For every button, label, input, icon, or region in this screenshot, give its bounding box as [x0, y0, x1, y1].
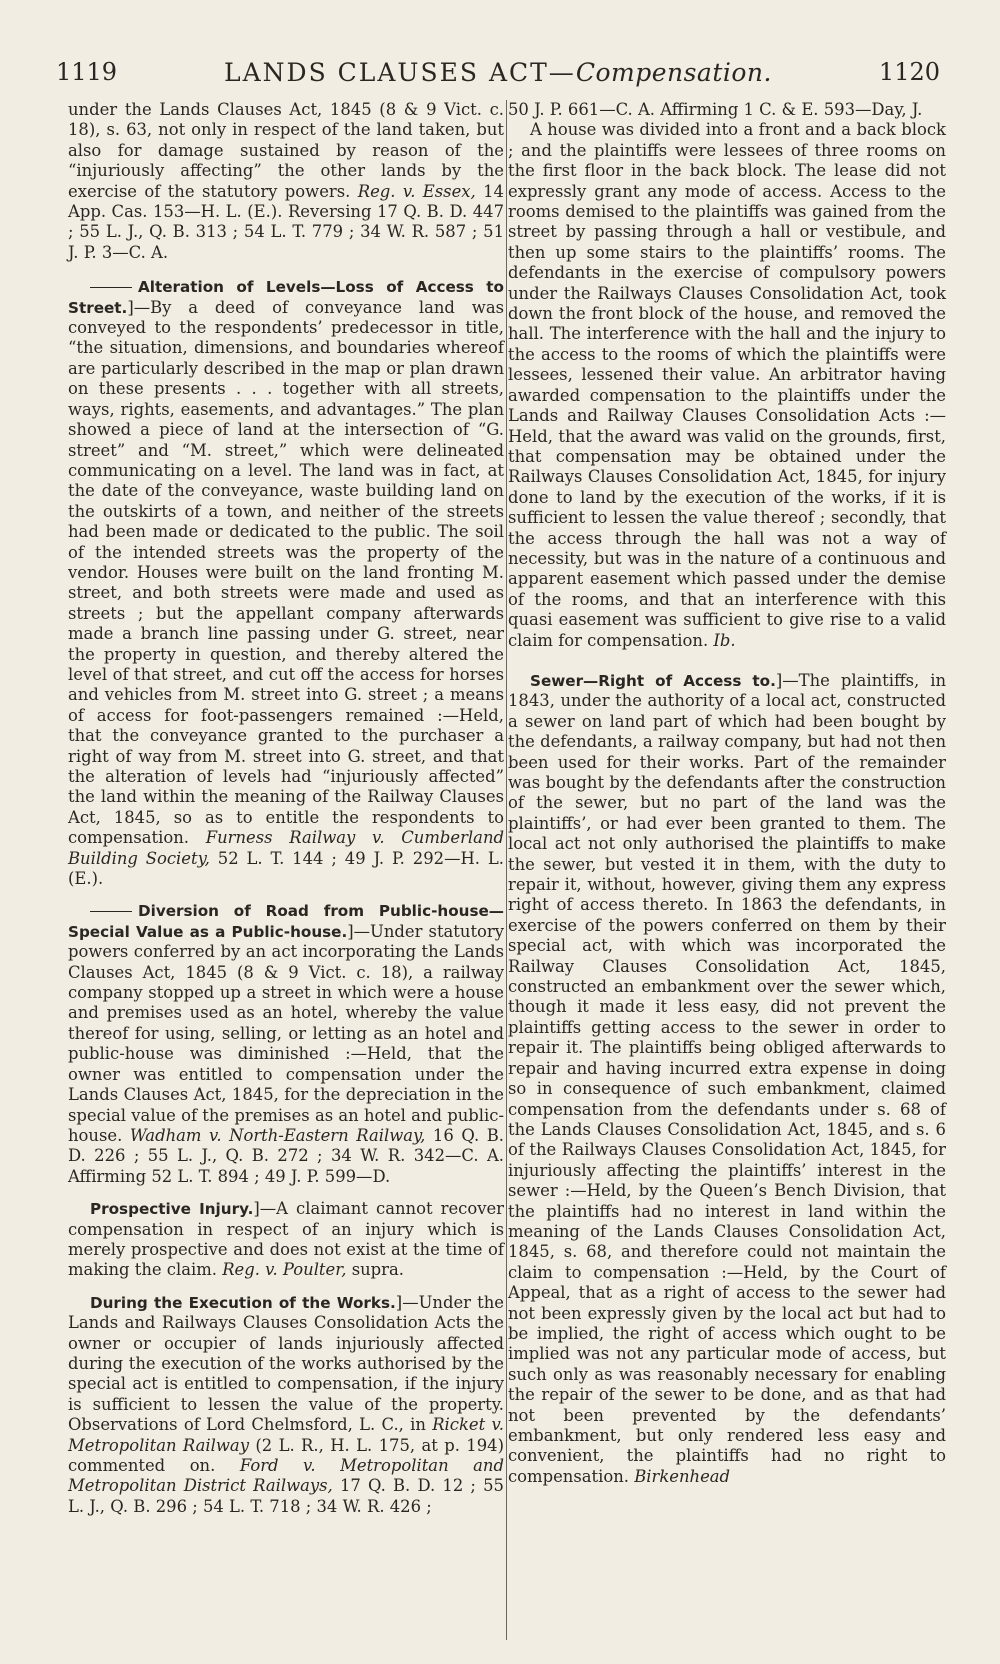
entry-body: ]—The plaintiffs, in 1843, under the authority of a local act, constructed a sewer on land part of which had been bought by the defendants, a railway company, but had not then been used for their works. Part of the remainder was bought by the defendants after the construction of the sewer, but no part of the land was the plaintiffs’, or had ever been granted to them. The local act not only authorised the plaintiffs to make the sewer, but vested it in them, with the duty to repair it, without, however, giving them any express right of access thereto. In 1863 the defendants, in exercise of the powers conferred on them by their special act, with which was incorporated the Railway Clauses Consolidation Act, 1845, constructed an embankment over the sewer which, though it made it less easy, did not prevent the plaintiffs getting access to the sewer in order to repair it. The plaintiffs being obliged afterwards to repair and having incurred extra expense in doing so in consequence of such embankment, claimed compensation from the defendants under s. 68 of the Lands Clauses Consolidation Act, 1845, and s. 6 of the Railways Clauses Consolidation Act, 1845, for injuriously affecting the plaintiffs’ interest in the sewer :—Held, by the Queen’s Bench Division, that the plaintiffs had no interest in land within the meaning of the Lands Clauses Consolidation Act, 1845, s. 68, and therefore could not maintain the claim to compensation :—Held, by the Court of Appeal, that as a right of access to the sewer had not been expressly given by the local act but had to be implied, the right of access which ought to be implied was not any particular mode of access, but such only as was reasonably necessary for enabling the repair of the sewer to be done, and as that had not been prevented by the defendants’ embankment, but only rendered less easy and convenient, the plaintiffs had no right to compensation.: [508, 670, 947, 1486]
citation-continued: 50 J. P. 661—C. A. Affirming 1 C. & E. 593—Day, J.: [508, 100, 923, 119]
case-name: Reg. v. Essex,: [357, 181, 476, 201]
entry-diversion-of-road: [68, 901, 504, 1187]
citation: 16 Q. B. D. 226 ; 55 L. J., Q. B. 272 ; 34 W. R. 342—C. A. Affirming 52 L. T. 894 ; 49 J. P. 599—D.: [68, 1125, 504, 1186]
ditto-dash: [90, 911, 132, 912]
case-name: Wadham v. North-Eastern Railway,: [129, 1125, 426, 1145]
entry-heading: Diversion of Road from Public-house—Special Value as a Public-house.: [68, 902, 504, 941]
entry-heading: Prospective Injury.: [90, 1200, 254, 1219]
ditto-dash: [90, 287, 132, 288]
entry-heading: Sewer—Right of Access to.: [530, 671, 776, 690]
case-name: Reg. v. Poulter,: [222, 1260, 347, 1280]
entry-body: ]—Under statutory powers conferred by an act incorporating the Lands Clauses Act, 1845 (8 & 9 Vict. c. 18), a railway company stopped up a street in which were a house and premises used as an hotel, whereby the value thereof for using, selling, or letting as an hotel and public-house was diminished :—Held, that the owner was entitled to compensation under the Lands Clauses Act, 1845, for the depreciation in the special value of the premises as an hotel and public-house.: [68, 921, 505, 1145]
running-title-subject: Compensation.: [575, 58, 772, 87]
page-header: [56, 58, 940, 98]
citation: 52 L. T. 144 ; 49 J. P. 292—H. L. (E.).: [68, 848, 504, 889]
entry-execution-of-works: [68, 1293, 504, 1517]
entry-body: ]—By a deed of conveyance land was conveyed to the respondents’ predecessor in title, “the situation, dimensions, and boundaries whereof are particularly described in the map or plan drawn on these presents . . . together with all streets, ways, rights, easements, and advantages.” The plan showed a piece of land at the intersection of “G. street” and “M. street,” which were delineated communicating on a level. The land was in fact, at the date of the conveyance, waste building land on the outskirts of a town, and neither of the streets had been made or dedicated to the public. The soil of the intended streets was the property of the vendor. Houses were built on the land fronting M. street, and both streets were made and used as streets ; but the appellant company afterwards made a branch line passing under G. street, near the property in question, and thereby altered the level of that street, and cut off the access for horses and vehicles from M. street into G. street ; a means of access for foot-passengers remained :—Held, that the conveyance granted to the purchaser a right of way from M. street into G. street, and that the alteration of levels had “injuriously affected” the land within the meaning of the Railway Clauses Act, 1845, so as to entitle the respondents to compensation.: [68, 297, 504, 848]
entry-body: A house was divided into a front and a back block ; and the plaintiffs were lessees of three rooms on the first floor in the back block. The lease did not expressly grant any mode of access. Access to the rooms demised to the plaintiffs was gained from the street by passing through a hall or vestibule, and then up some stairs to the plaintiffs’ rooms. The defendants in the exercise of compulsory powers under the Railways Clauses Consolidation Act, took down the front block of the house, and removed the hall. The interference with the hall and the injury to the access to the rooms of which the plaintiffs were lessees, lessened their value. An arbitrator having awarded compensation to the plaintiffs under the Lands and Railway Clauses Consolidation Acts :—Held, that the award was valid on the grounds, first, that compensation may be obtained under the Railways Clauses Consolidation Act, 1845, for injury done to land by the execution of the works, if it is sufficient to lessen the value thereof ; secondly, that the access through the hall was not a way of necessity, but was in the nature of a continuous and apparent easement which passed under the demise of the rooms, and that an interference with this quasi easement was sufficient to give rise to a valid claim for compensation.: [508, 120, 946, 650]
citation: 17 Q. B. D. 12 ; 55 L. J., Q. B. 296 ; 54 L. T. 718 ; 34 W. R. 426 ;: [68, 1476, 504, 1516]
entry-heading: During the Execution of the Works.: [90, 1293, 396, 1312]
citation: 14 App. Cas. 153—H. L. (E.). Reversing 17 Q. B. D. 447 ; 55 L. J., Q. B. 313 ; 54 L. T. 779 ; 34 W. R. 587 ; 51 J. P. 3—C. A.: [68, 181, 504, 262]
entry-body: ]—A claimant cannot recover compensation in respect of an injury which is merely prospective and does not exist at the time of making the claim.: [68, 1199, 504, 1280]
case-name: Ricket v. Metropolitan Railway: [68, 1415, 504, 1455]
column-divider: [506, 100, 507, 1640]
entry-sewer-access: [508, 671, 946, 1487]
running-title: [56, 58, 940, 87]
case-name: Ford v. Metropolitan and Metropolitan District Railways,: [68, 1456, 504, 1496]
entry-body: ]—Under the Lands and Railways Clauses Consolidation Acts the owner or occupier of lands injuriously affected during the execution of the works authorised by the special act is entitled to compensation, if the injury is sufficient to lessen the value of the property. Observations of Lord Chelmsford, L. C., in: [68, 1292, 504, 1435]
running-title-main: LANDS CLAUSES ACT—: [224, 58, 576, 87]
citation: supra.: [351, 1260, 404, 1280]
page-number-right: 1120: [878, 58, 940, 86]
para-text: under the Lands Clauses Act, 1845 (8 & 9 Vict. c. 18), s. 63, not only in respect of the land taken, but also for damage sustained by reason of the “injuriously affecting” the other lands by the exercise of the statutory powers.: [68, 100, 504, 201]
entry-prospective-injury: [68, 1199, 504, 1281]
case-name: Furness Railway v. Cumberland Building Society,: [68, 828, 504, 868]
case-name: Ib.: [713, 630, 736, 650]
entry-alteration-of-levels: [68, 277, 504, 889]
paragraph-continued: [68, 100, 504, 263]
left-column: [68, 100, 504, 1529]
page-number-left: 1119: [56, 58, 118, 86]
entry-body-cont: (2 L. R., H. L. 175, at p. 194) commented on.: [68, 1435, 504, 1475]
entry-house-access: [508, 120, 946, 651]
right-column: [508, 100, 946, 1499]
case-name: Birkenhead: [634, 1466, 731, 1486]
entry-heading: Alteration of Levels—Loss of Access to Street.: [68, 278, 504, 317]
